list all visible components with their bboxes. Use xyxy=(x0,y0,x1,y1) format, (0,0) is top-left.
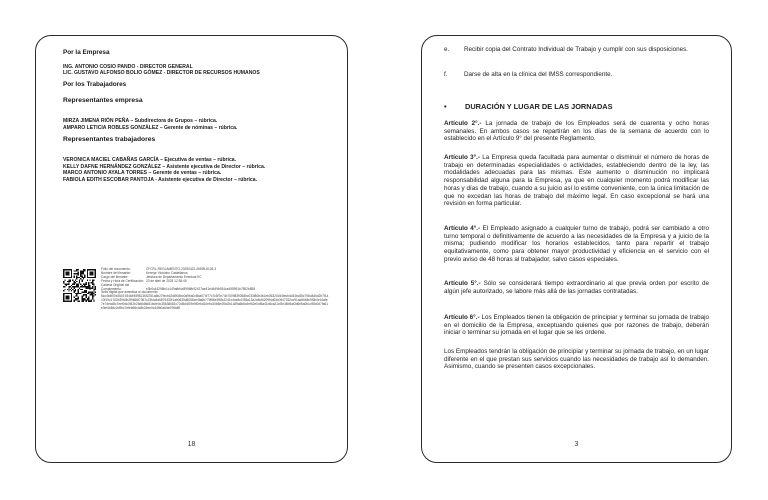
article-2: Artículo 2°.- La jornada de trabajo de los Empleados será de cuarenta y ocho horas semanales. En ambos casos se repartirán en los días de la semana de acuerdo con lo establecido en el Artículo 9° del presente Reglamento. xyxy=(444,120,709,143)
article-6: Artículo 6°.- Los Empleados tienen la obligación de principiar y terminar su jornada de trabajo en el domicilio de la Empresa, exceptuando quienes que por razones de trabajo, deberán iniciar o terminar su jornada en el lugar que se les ordene. xyxy=(444,314,709,337)
document-page-3 xyxy=(421,35,732,463)
list-item-text: Darse de alta en la clínica del IMSS correspondiente. xyxy=(464,71,613,78)
seal-label: Sello digital que autentica el documento: xyxy=(101,290,159,295)
list-item xyxy=(444,71,709,79)
worker-rep: VERONICA MACIEL CABAÑAS GARCÍA – Ejecutiva de ventas – rúbrica. xyxy=(63,157,237,163)
article-3: Artículo 3°.- La Empresa queda facultada para aumentar o disminuir el número de horas de trabajo en determinadas especialidades o actividades, estableciendo dentro de la ley, las modalidades adecuadas para las mismas. Este aumento o disminución no implicará responsabilidad alguna para la Empresa, ya que en cualquier momento podrá modificar las horas y días de trabajo, cuando a su juicio así lo estime conveniente, con la única limitación de que no excedan las horas de trabajo del máximo legal. En caso excepcional se hará una revisión en forma particular. xyxy=(444,154,709,208)
section-heading-worker-reps: Representantes trabajadores xyxy=(63,136,156,143)
section-title: DURACIÓN Y LUGAR DE LAS JORNADAS xyxy=(465,102,613,111)
list-item-text: Recibir copia del Contrato Individual de Trabajo y cumplir con sus disposiciones. xyxy=(464,46,689,53)
cert-row: Nombre del firmante: Kennye Victorino Castellanos xyxy=(101,270,188,275)
worker-rep: KELLY DAFNE HERNÁNDEZ GONZÁLEZ – Asistente ejecutiva de Director – rúbrica. xyxy=(63,163,266,170)
company-signer: LIC. GUSTAVO ALFONSO BOLIO GÓMEZ - DIRECTOR DE RECURSOS HUMANOS xyxy=(63,70,260,76)
worker-rep: FABIOLA EDITH ESCOBAR PANTOJA - Asistente ejecutiva de Director – rúbrica. xyxy=(63,176,257,183)
company-rep: MIRZA JIMENA RIÓN PEÑA – Subdirectora de Grupos – rúbrica. xyxy=(63,118,218,124)
article-4: Artículo 4°.- El Empleado asignado a cualquier turno de trabajo, podrá ser cambiado a otro turno temporal o definitivamente de acuerdo a las necesidades de la Empresa y a juicio de la misma; pudiendo modificar los horarios establecidos, tanto para repartir el trabajo equitativamente, como para obtener mayor productividad y eficiencia en el servicio con el previo aviso de 48 horas al trabajador, salvo casos especiales. xyxy=(444,225,709,263)
cert-row: Cargo del firmante: Jefatura de Departamento Eventual KC xyxy=(101,274,202,279)
closing-paragraph: Los Empleados tendrán la obligación de principiar y terminar su jornada de trabajo, en un lugar diferente en el que prestan sus servicios cuando las necesidades de trabajo así lo demanden. Asimismo, cuando se presenten casos excepcionales. xyxy=(444,348,709,371)
company-signer: ING. ANTONIO COSIO PANDO - DIRECTOR GENERAL xyxy=(63,64,193,70)
digital-seal: 5cc4b4f00e2601934b49898136f2251a6b27fecb42d8f04bc0d9ba0c8ba074f77c7c8f7e74b7009839058bc033f80b4b1eb06320c54fecb4d34bc58c796d4d6d2b7f1410f19c1762b3960b2f9666f7367c23fdd4d6876330f1ab0635d6058ce4fa6b779f86e998c2241c4ee8c1f38a13a2d6cf6209f4d03c0547332cc91ad6668c9f3b0e16afe7e7decd8c7eef0dc0f42b2bd6d8d81bcfe0c35638681c72d5d4f29e0f0ebd10ebc30b8e4f0d2b1c89a6b8c4ef62e0cf8a41b6ca21cf3e36b5af2d6e6a0b1c98c0d7fa61e3ef4b84c2d9bc7efeb6fb4c8b26ee0c44fb0a64e09f0df8 xyxy=(101,294,329,311)
list-marker: f. xyxy=(444,71,448,78)
section-heading-company-reps: Representantes empresa xyxy=(63,97,143,104)
qr-code[interactable] xyxy=(63,269,96,302)
section-heading-company: Por la Empresa xyxy=(63,49,110,56)
list-marker: e. xyxy=(444,46,450,53)
document-page-18 xyxy=(35,35,348,463)
list-item xyxy=(444,46,709,54)
certification-block xyxy=(63,267,333,311)
company-rep: AMPARO LETICIA ROBLES GONZÁLEZ – Gerente de nóminas – rúbrica. xyxy=(63,124,238,131)
cert-row: Fecha y Hora de Certificación: 23 de abril de 2025 12:36:45 xyxy=(101,278,187,283)
article-5: Artículo 5°.- Sólo se considerará tiempo extraordinario al que previa orden por escrito de algún jefe autorizado, se labore más allá de las jornadas contratadas. xyxy=(444,280,709,295)
certification-details xyxy=(101,268,329,311)
page-number: 18 xyxy=(187,441,196,448)
cert-row: Folio del documento: CFCRL-REGLAMENTO-20250422-26599-6128-3 xyxy=(101,267,217,271)
page-number: 3 xyxy=(574,441,579,448)
cert-row: Cadena Original del Complemento: e3b0c44298fc1c149afbf4c8996fb92427ae41e4649b934ca495991b7852b855 xyxy=(101,282,256,291)
worker-rep: MARCO ANTONIO AYALA TORRES – Gerente de ventas – rúbrica. xyxy=(63,170,222,176)
bullet-icon: • xyxy=(444,102,447,111)
section-heading xyxy=(444,103,613,111)
section-heading-workers: Por los Trabajadores xyxy=(63,81,127,88)
